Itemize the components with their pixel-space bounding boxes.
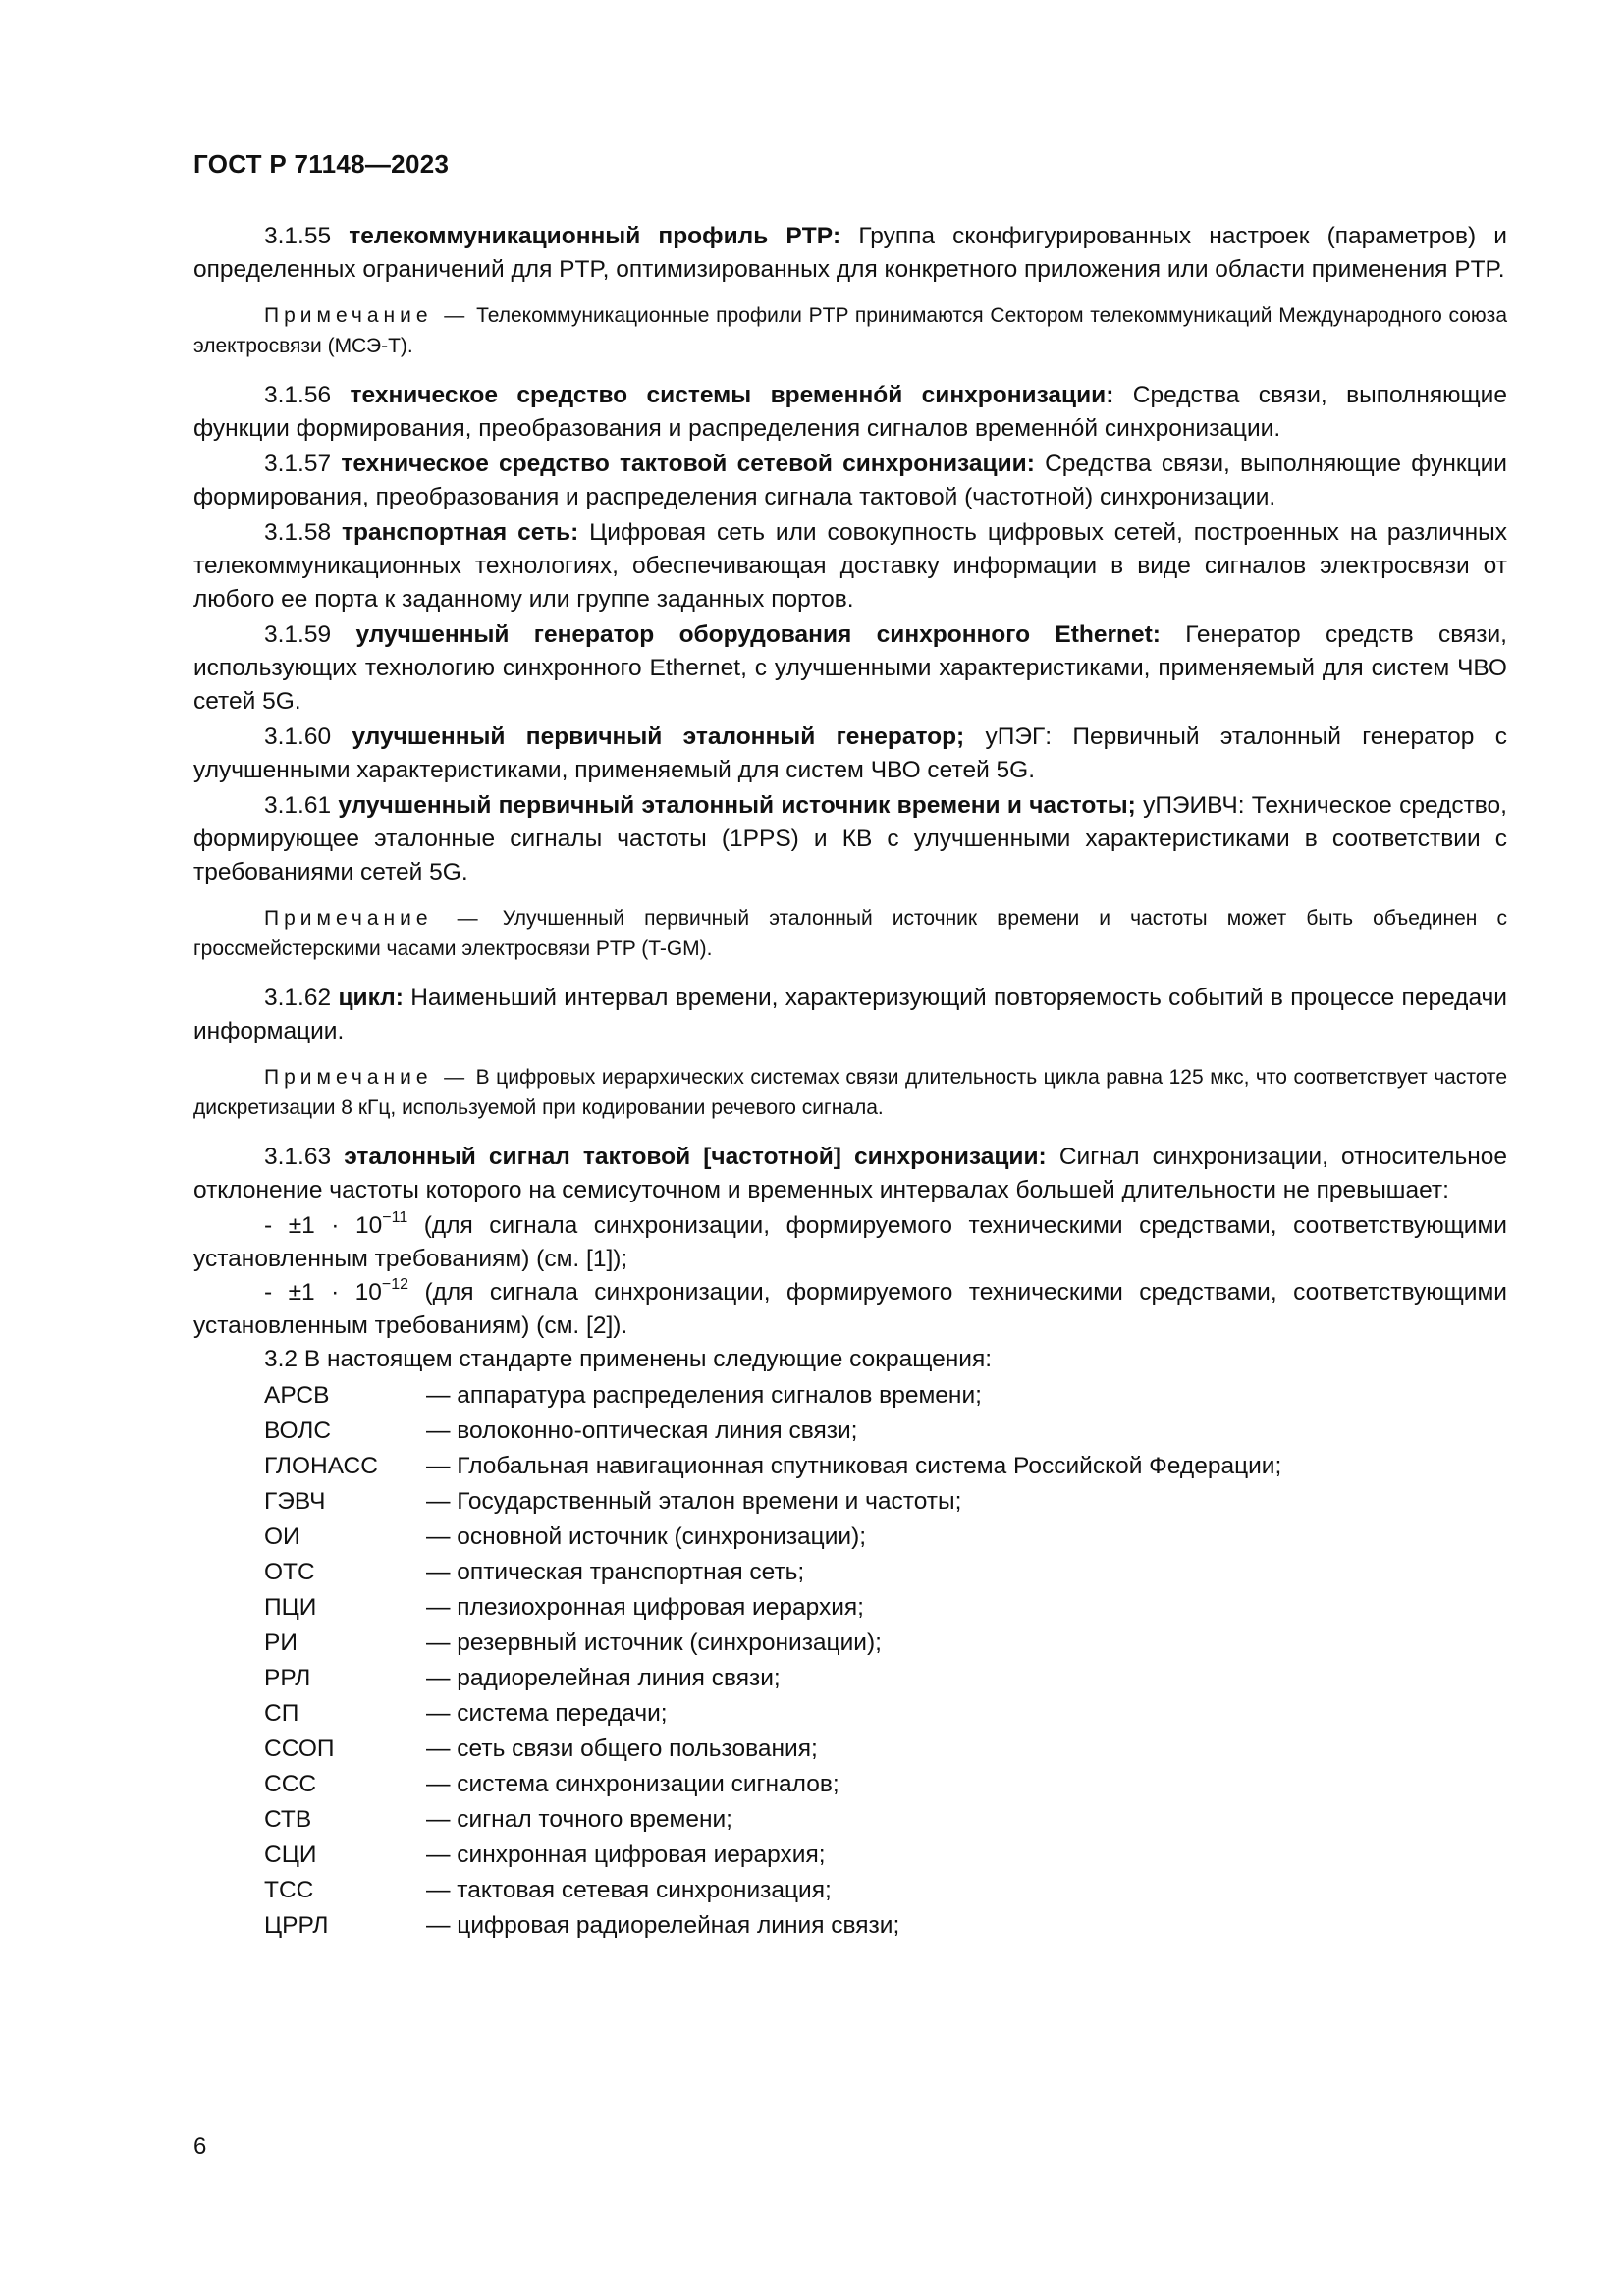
term-number: 3.1.56 [264,382,332,408]
note-3-1-55 [193,300,1507,361]
abbreviation-row [264,1732,1507,1767]
term-number: 3.1.63 [264,1144,332,1170]
limit-exponent: −12 [381,1275,409,1293]
limit-prefix: - ±1 · 10 [264,1212,383,1239]
abbreviation: СТВ [264,1806,312,1833]
abbreviation-row [264,1590,1507,1626]
abbreviation-definition: — резервный источник (синхронизации); [426,1629,882,1656]
term-title: транспортная сеть: [342,519,579,546]
abbreviation-row [264,1449,1507,1484]
term-definition: Генератор средств связи, использующих технологию синхронного Ethernet, с улучшенными характеристиками, применяемый для систем ЧВО сетей 5G. [193,621,1507,715]
term-title: улучшенный генератор оборудования синхронного Ethernet: [355,621,1161,648]
note-3-1-62 [193,1062,1507,1123]
abbreviation: ВОЛС [264,1417,332,1444]
term-definition: уПЭГ: Первичный эталонный генератор с улучшенными характеристиками, применяемый для систем ЧВО сетей 5G. [193,723,1507,783]
limit-prefix: - ±1 · 10 [264,1279,382,1306]
abbreviation: ПЦИ [264,1594,317,1621]
abbreviation: ГЛОНАСС [264,1453,378,1479]
term-definition: Средства связи, выполняющие функции формирования, преобразования и распределения сигналов временнóй синхронизации. [193,382,1507,442]
term-3-1-55 [193,220,1507,287]
abbreviation-row [264,1873,1507,1908]
term-title: улучшенный первичный эталонный источник времени и частоты; [338,792,1136,819]
term-number: 3.1.62 [264,985,332,1011]
note-label: Примечание — [264,304,470,327]
note-label: Примечание — [264,907,483,930]
page-header: ГОСТ Р 71148—2023 [193,149,450,179]
abbreviation-definition: — оптическая транспортная сеть; [426,1559,805,1585]
abbreviation-row [264,1414,1507,1449]
term-3-1-56 [193,379,1507,446]
term-definition: Сигнал синхронизации, относительное отклонение частоты которого на семисуточном и временных интервалах большей длительности не превышает: [193,1144,1507,1203]
abbreviation-row [264,1555,1507,1590]
abbreviation-definition: — волоконно-оптическая линия связи; [426,1417,858,1444]
abbreviation-row [264,1661,1507,1696]
term-number: 3.1.55 [264,223,332,249]
abbreviation-definition: — сигнал точного времени; [426,1806,732,1833]
abbreviation: РРЛ [264,1665,311,1691]
abbreviation-definition: — радиорелейная линия связи; [426,1665,781,1691]
note-text: Телекоммуникационные профили PTP принимаются Сектором телекоммуникаций Международного союза электросвязи (МСЭ-Т). [193,304,1507,357]
abbreviation-row [264,1378,1507,1414]
abbreviation-row [264,1767,1507,1802]
abbreviations-intro: 3.2 В настоящем стандарте применены следующие сокращения: [264,1346,993,1372]
page-number: 6 [193,2133,207,2160]
abbreviation-definition: — система передачи; [426,1700,668,1727]
note-text: Улучшенный первичный эталонный источник времени и частоты может быть объединен с гроссмейстерскими часами электросвязи PTP (T-GM). [193,907,1507,960]
limit-item [193,1209,1507,1276]
abbreviation-definition: — Глобальная навигационная спутниковая система Российской Федерации; [426,1453,1282,1479]
abbreviation-definition: — цифровая радиорелейная линия связи; [426,1912,900,1939]
term-number: 3.1.60 [264,723,332,750]
limit-exponent: −11 [382,1208,408,1226]
limit-text: (для сигнала синхронизации, формируемого техническими средствами, соответствующими установленным требованиям) (см. [2]). [193,1279,1507,1339]
abbreviation-row [264,1520,1507,1555]
term-number: 3.1.61 [264,792,332,819]
limit-item [193,1276,1507,1343]
abbreviation-definition: — система синхронизации сигналов; [426,1771,839,1797]
abbreviation-definition: — тактовая сетевая синхронизация; [426,1877,832,1903]
term-title: техническое средство системы временнóй синхронизации: [350,382,1114,408]
abbreviation-definition: — плезиохронная цифровая иерархия; [426,1594,864,1621]
abbreviation-list [193,1378,1507,1944]
abbreviation: ТСС [264,1877,314,1903]
term-3-1-62 [193,982,1507,1048]
abbreviation-row [264,1908,1507,1944]
term-3-1-63 [193,1141,1507,1207]
term-title: улучшенный первичный эталонный генератор; [352,723,965,750]
abbreviation-row [264,1802,1507,1838]
term-number: 3.1.58 [264,519,332,546]
abbreviation-definition: — Государственный эталон времени и частоты; [426,1488,962,1515]
abbreviation: ОТС [264,1559,315,1585]
abbreviation-row [264,1696,1507,1732]
abbreviation-definition: — основной источник (синхронизации); [426,1523,867,1550]
abbreviation: СЦИ [264,1842,317,1868]
abbreviation-row [264,1626,1507,1661]
term-title: цикл: [338,985,404,1011]
term-3-1-57 [193,448,1507,514]
term-title: эталонный сигнал тактовой [частотной] синхронизации: [344,1144,1047,1170]
term-number: 3.1.59 [264,621,332,648]
term-definition: Средства связи, выполняющие функции формирования, преобразования и распределения сигнала тактовой (частотной) синхронизации. [193,451,1507,510]
term-definition: Наименьший интервал времени, характеризующий повторяемость событий в процессе передачи информации. [193,985,1507,1044]
abbreviation-row [264,1838,1507,1873]
abbreviation-definition: — синхронная цифровая иерархия; [426,1842,826,1868]
abbreviation: ГЭВЧ [264,1488,326,1515]
term-title: телекоммуникационный профиль PTP: [349,223,841,249]
term-number: 3.1.57 [264,451,332,477]
abbreviation: ССС [264,1771,317,1797]
note-3-1-61 [193,903,1507,964]
abbreviation: РИ [264,1629,298,1656]
abbreviation: ССОП [264,1735,335,1762]
term-3-1-60 [193,721,1507,787]
abbreviation: ОИ [264,1523,300,1550]
abbreviation-row [264,1484,1507,1520]
term-3-1-58 [193,516,1507,616]
limit-text: (для сигнала синхронизации, формируемого техническими средствами, соответствующими установленным требованиям) (см. [1]); [193,1212,1507,1272]
term-3-1-61 [193,789,1507,889]
abbreviation: АРСВ [264,1382,330,1409]
note-text: В цифровых иерархических системах связи длительность цикла равна 125 мкс, что соответствует частоте дискретизации 8 кГц, используемой при кодировании речевого сигнала. [193,1066,1507,1119]
term-title: техническое средство тактовой сетевой синхронизации: [341,451,1035,477]
term-definition: Цифровая сеть или совокупность цифровых сетей, построенных на различных телекоммуникационных технологиях, обеспечивающая доставку информации в виде сигналов электросвязи от любого ее порта к заданному или группе заданных портов. [193,519,1507,613]
abbreviation: СП [264,1700,299,1727]
abbreviation: ЦРРЛ [264,1912,329,1939]
abbreviation-definition: — сеть связи общего пользования; [426,1735,818,1762]
note-label: Примечание — [264,1066,470,1089]
term-definition: Группа сконфигурированных настроек (параметров) и определенных ограничений для PTP, оптимизированных для конкретного приложения или области применения PTP. [193,223,1507,283]
term-3-1-59 [193,618,1507,719]
abbreviation-definition: — аппаратура распределения сигналов времени; [426,1382,982,1409]
term-definition: уПЭИВЧ: Техническое средство, формирующее эталонные сигналы частоты (1PPS) и КВ с улучшенными характеристиками в соответствии с требованиями сетей 5G. [193,792,1507,885]
document-body [193,220,1507,1944]
